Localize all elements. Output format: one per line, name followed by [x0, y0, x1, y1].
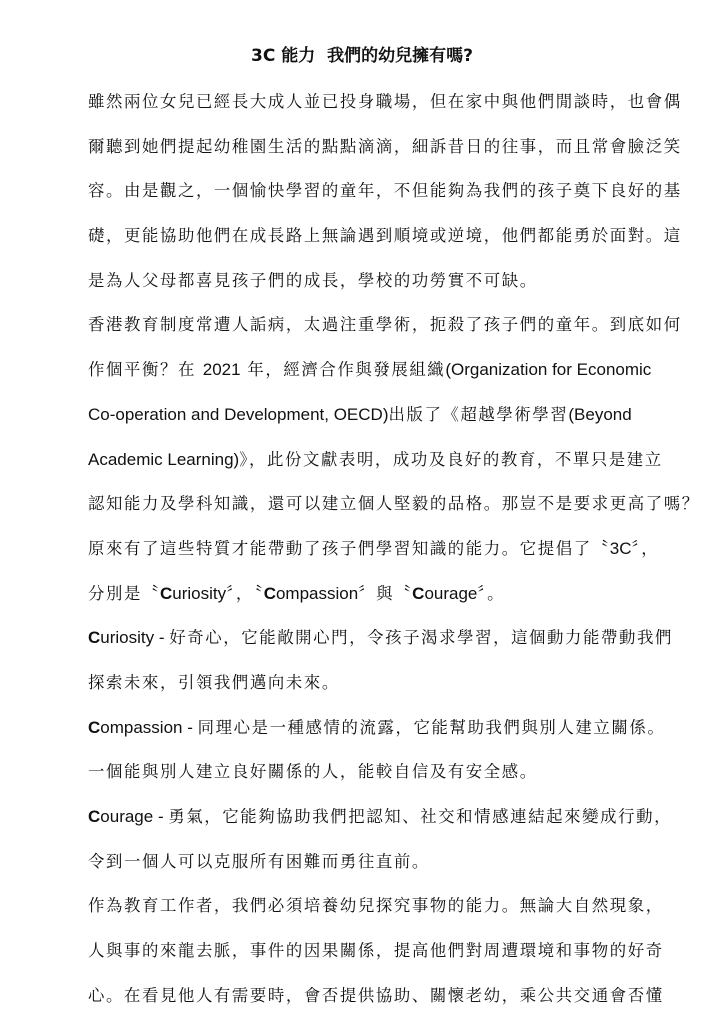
- text-run: 一個能與別人建立良好關係的人，能較自信及有安全感。: [88, 762, 538, 782]
- text-run: ourage: [424, 583, 478, 603]
- body-line: [88, 358, 652, 403]
- body-line: [88, 179, 682, 224]
- text-run: 心。在看見他人有需要時，會否提供協助、關懷老幼，乘公共交通會否懂: [88, 985, 664, 1005]
- text-run: C: [159, 583, 173, 603]
- text-run: C: [88, 717, 101, 737]
- text-run: 〞，: [631, 538, 660, 558]
- text-run: 認知能力及學科知識，還可以建立個人堅毅的品格。那豈不是要求更高了嗎？: [88, 494, 700, 514]
- text-run: C: [412, 583, 425, 603]
- text-run: 〞與〝: [358, 583, 413, 603]
- body-line: [88, 90, 682, 135]
- body-line: [88, 716, 666, 761]
- body-line: [88, 403, 648, 448]
- text-run: 勇氣，它能夠協助我們把認知、社交和情感連結起來變成行動，: [168, 807, 673, 826]
- text-run: 》，此份文獻表明，成功及良好的教育，不單只是建立: [239, 449, 663, 469]
- text-run: ourage -: [100, 807, 169, 826]
- text-run: 探索未來，引領我們邁向未來。: [88, 672, 340, 692]
- text-run: Co-operation and Development, OECD): [88, 404, 389, 424]
- text-run: 雖然兩位女兒已經長大成人並已投身職場，但在家中與他們閒談時，也會偶: [88, 92, 682, 111]
- text-run: C: [263, 583, 276, 603]
- text-run: 3C: [609, 538, 632, 558]
- text-run: ompassion: [275, 583, 359, 603]
- body-line: [88, 313, 682, 358]
- body-line: [88, 224, 682, 269]
- document-body: [88, 90, 700, 1028]
- text-run: 〞。: [477, 583, 506, 603]
- body-line: [88, 135, 682, 180]
- text-run: 人與事的來龍去脈，事件的因果關係，提高他們對周遭環境和事物的好奇: [88, 941, 664, 961]
- text-run: C: [88, 807, 101, 826]
- body-line: [88, 939, 664, 984]
- text-run: (Organization for Economic: [445, 360, 652, 380]
- text-run: 分別是〝: [88, 583, 160, 603]
- text-run: 作為教育工作者，我們必須培養幼兒探究事物的能力。無論大自然現象，: [88, 896, 664, 916]
- text-run: 出版了《超越學術學習: [388, 404, 569, 424]
- text-run: 是為人父母都喜見孩子們的成長，學校的功勞實不可缺。: [88, 270, 538, 290]
- body-line: [88, 894, 664, 939]
- body-line: [88, 805, 673, 850]
- text-run: ompassion -: [100, 717, 198, 737]
- text-run: 香港教育制度常遭人詬病，太過注重學術，扼殺了孩子們的童年。到底如何: [88, 315, 682, 335]
- text-run: 2021: [202, 360, 241, 380]
- text-run: 好奇心，它能敞開心門，令孩子渴求學習，這個動力能帶動我們: [169, 628, 673, 648]
- body-line: [88, 671, 648, 716]
- body-line: [88, 850, 648, 895]
- body-line: [88, 984, 664, 1028]
- body-line: [88, 537, 660, 582]
- text-run: 令到一個人可以克服所有困難而勇往直前。: [88, 851, 430, 871]
- body-line: [88, 582, 648, 627]
- text-run: 作個平衡？在: [88, 360, 203, 380]
- body-line: [88, 269, 648, 314]
- text-run: Academic Learning): [88, 449, 240, 469]
- text-run: (Beyond: [568, 404, 632, 424]
- text-run: C: [88, 628, 101, 648]
- body-line: [88, 448, 663, 493]
- document-title: 3C 能力 我們的幼兒擁有嗎?: [251, 46, 473, 66]
- body-line: [88, 760, 648, 805]
- text-run: 爾聽到她們提起幼稚園生活的點點滴滴，細訴昔日的往事，而且常會臉泛笑: [88, 136, 682, 156]
- text-run: 〞，〝: [226, 583, 264, 603]
- text-run: 同理心是一種感情的流露，它能幫助我們與別人建立關係。: [197, 717, 666, 737]
- text-run: 容。由是觀之，一個愉快學習的童年，不但能夠為我們的孩子奠下良好的基: [88, 181, 682, 201]
- text-run: uriosity: [172, 583, 227, 603]
- body-line: [88, 492, 700, 537]
- text-run: uriosity -: [100, 628, 170, 648]
- text-run: 礎，更能協助他們在成長路上無論遇到順境或逆境，他們都能勇於面對。這: [88, 226, 682, 246]
- body-line: [88, 626, 673, 671]
- text-run: 年，經濟合作與發展組織: [240, 360, 446, 380]
- text-run: 原來有了這些特質才能帶動了孩子們學習知識的能力。它提倡了〝: [88, 538, 610, 558]
